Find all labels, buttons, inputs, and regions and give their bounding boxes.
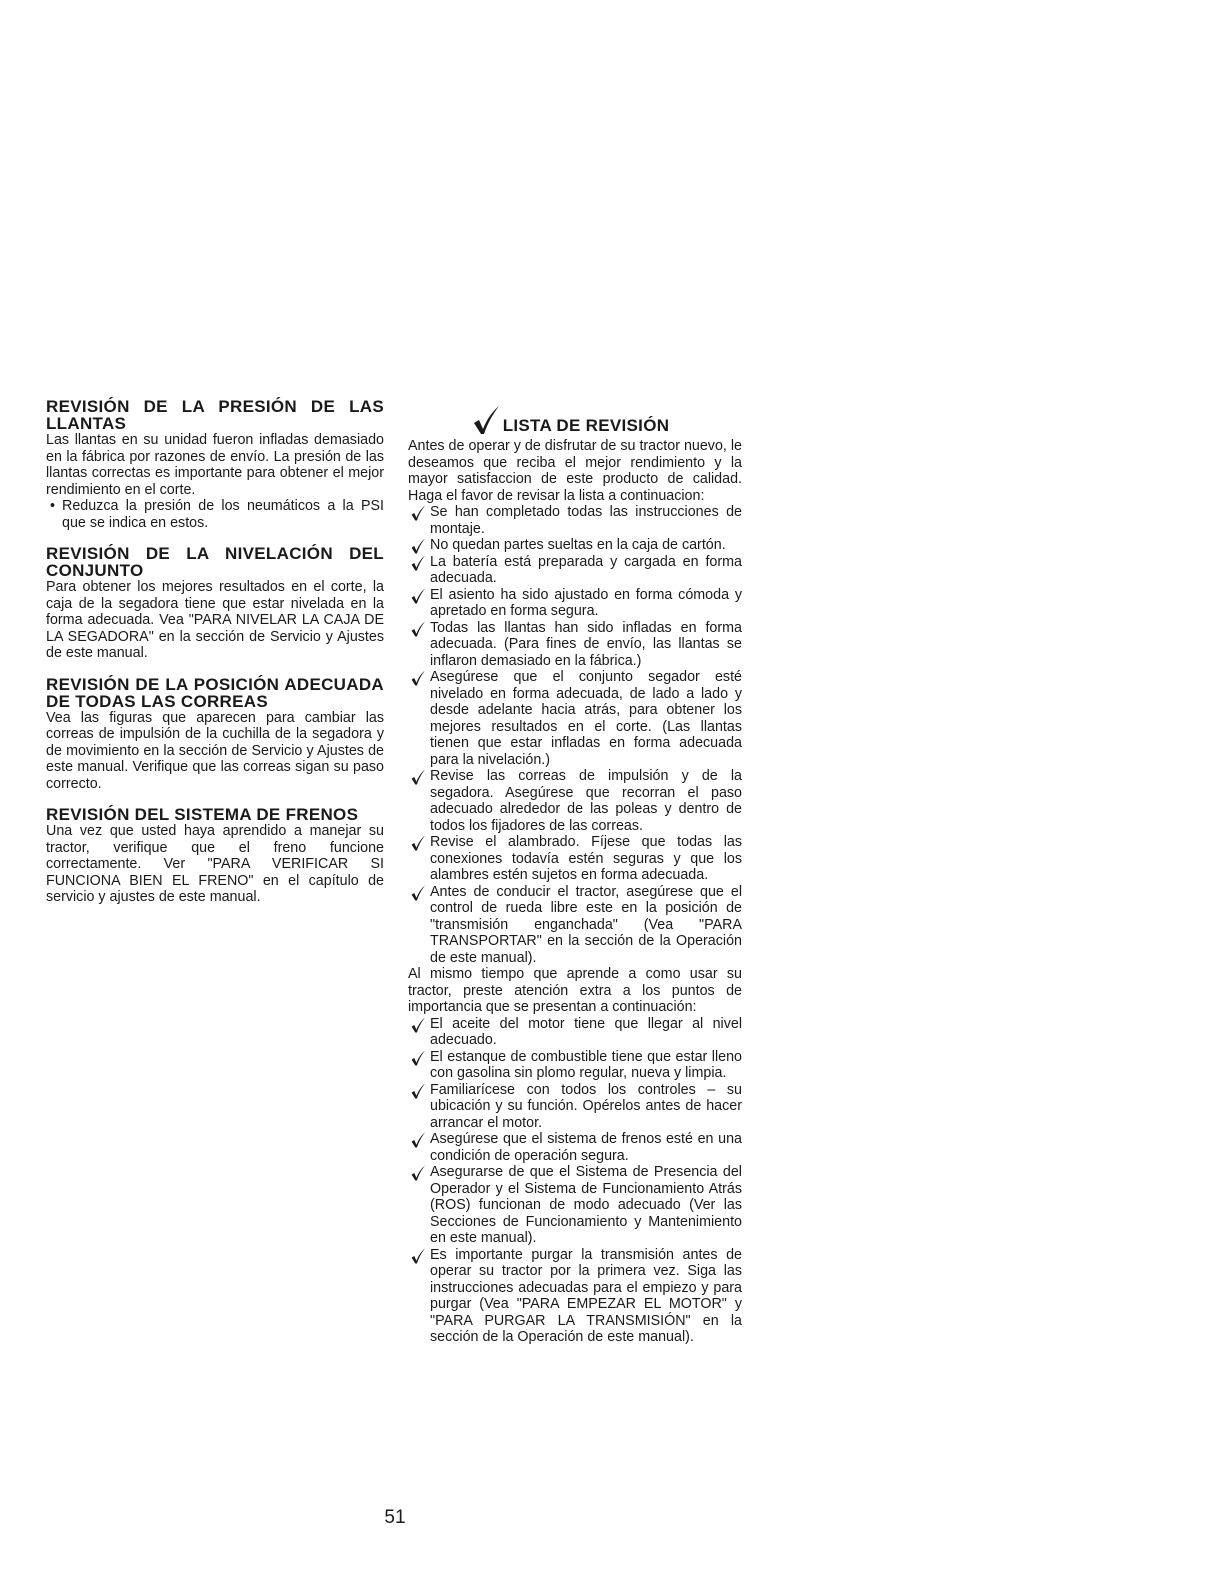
checklist-title-text: LISTA DE REVISIÓN bbox=[502, 416, 670, 435]
checkmark-icon bbox=[410, 835, 426, 851]
checklist-middle: Al mismo tiempo que aprende a como usar su tractor, preste atención extra a los puntos de importancia que se presentan a continuación: bbox=[408, 966, 742, 1015]
checklist-intro: Antes de operar y de disfrutar de su tractor nuevo, le deseamos que reciba el mejor rendimiento y la mayor satisfaccion de este producto de calidad. Haga el favor de revisar la lista a continuacion: bbox=[408, 438, 742, 504]
checklist-item bbox=[408, 1247, 742, 1346]
checklist-title bbox=[408, 403, 742, 435]
section-heading: REVISIÓN DEL SISTEMA DE FRENOS bbox=[46, 805, 359, 824]
checklist-item bbox=[408, 884, 742, 967]
left-column bbox=[46, 398, 384, 920]
section-heading: REVISIÓN DE LA PRESIÓN DE LAS LLANTAS bbox=[46, 397, 384, 433]
section-brakes bbox=[46, 806, 384, 906]
bullet-icon: • bbox=[50, 498, 56, 514]
checklist-item-text: El asiento ha sido ajustado en forma cómoda y apretado en forma segura. bbox=[430, 586, 742, 619]
checkmark-icon bbox=[410, 769, 426, 785]
checkmark-icon bbox=[410, 505, 426, 521]
checklist-item bbox=[408, 669, 742, 768]
checkmark-icon bbox=[410, 538, 426, 554]
checklist-item-text: Asegúrese que el conjunto segador esté nivelado en forma adecuada, de lado a lado y desde adelante hacia atrás, para obtener los mejores resultados en el corte. (Las llantas tienen que estar infladas en forma adecuada para la nivelación.) bbox=[430, 669, 742, 768]
section-deck-leveling bbox=[46, 545, 384, 662]
checklist-item-text: Todas las llantas han sido infladas en forma adecuada. (Para fines de envío, las llantas se inflaron demasiado en la fábrica.) bbox=[430, 619, 742, 669]
checklist-item bbox=[408, 834, 742, 884]
checklist-item-text: Revise el alambrado. Fíjese que todas las conexiones todavía estén seguras y que los alambres estén sujetos en forma adecuada. bbox=[430, 834, 742, 883]
checklist-item-text: Asegurarse de que el Sistema de Presencia del Operador y el Sistema de Funcionamiento Atrás (ROS) funcionan de modo adecuado (Ver las Secciones de Funcionamiento y Mantenimiento en este manual). bbox=[430, 1164, 742, 1246]
checklist-item-text: No quedan partes sueltas en la caja de cartón. bbox=[430, 537, 726, 553]
checklist-item bbox=[408, 1131, 742, 1164]
bullet-text: Reduzca la presión de los neumáticos a la PSI que se indica en estos. bbox=[62, 498, 384, 531]
checklist-item bbox=[408, 1164, 742, 1247]
checklist-item bbox=[408, 1082, 742, 1132]
checklist-item-text: El estanque de combustible tiene que estar lleno con gasolina sin plomo regular, nueva y limpia. bbox=[430, 1048, 742, 1081]
section-heading: REVISIÓN DE LA POSICIÓN ADECUADA DE TODAS LAS CORREAS bbox=[46, 674, 384, 711]
checklist-item-text: Se han completado todas las instrucciones de montaje. bbox=[430, 504, 742, 537]
checklist-item-text: Revise las correas de impulsión y de la segadora. Asegúrese que recorran el paso adecuado alrededor de las poleas y dentro de todos los fijadores de las correas. bbox=[430, 768, 742, 834]
checklist-item bbox=[408, 620, 742, 670]
section-tire-pressure bbox=[46, 398, 384, 531]
checklist-item bbox=[408, 1016, 742, 1049]
bullet-item bbox=[46, 498, 384, 531]
checklist-item-text: Asegúrese que el sistema de frenos esté en una condición de operación segura. bbox=[430, 1131, 742, 1164]
checklist-item bbox=[408, 504, 742, 537]
checklist-item bbox=[408, 768, 742, 834]
checklist-item bbox=[408, 1049, 742, 1082]
section-body: Una vez que usted haya aprendido a manejar su tractor, verifique que el freno funcione correctamente. Ver "PARA VERIFICAR SI FUNCIONA BIEN EL FRENO" en el capítulo de servicio y ajustes de este manual. bbox=[46, 823, 384, 905]
checkmark-icon bbox=[410, 1017, 426, 1033]
checklist-item-text: Es importante purgar la transmisión antes de operar su tractor por la primera vez. Siga las instrucciones adecuadas para el empiezo y para purgar (Vea "PARA EMPEZAR EL MOTOR" y "PARA PURGAR LA TRANSMISIÓN" en la sección de la Operación de este manual). bbox=[430, 1246, 742, 1345]
section-heading: REVISIÓN DE LA NIVELACIÓN DEL CONJUNTO bbox=[46, 544, 384, 580]
checkmark-icon bbox=[410, 1248, 426, 1264]
page-number: 51 bbox=[384, 1507, 406, 1528]
checklist-item bbox=[408, 537, 742, 554]
checkmark-icon bbox=[410, 588, 426, 604]
checkmark-icon bbox=[471, 405, 501, 435]
checkmark-icon bbox=[410, 1083, 426, 1099]
checklist-item-text: La batería está preparada y cargada en forma adecuada. bbox=[430, 553, 742, 586]
checklist-group-2 bbox=[408, 1016, 742, 1346]
checkmark-icon bbox=[410, 670, 426, 686]
section-belts bbox=[46, 676, 384, 793]
checklist-item-text: Antes de conducir el tractor, asegúrese que el control de rueda libre este en la posición de "transmisión enganchada" (Vea "PARA TRANSPORTAR" en la sección de la Operación de este manual). bbox=[430, 883, 742, 966]
section-body: Vea las figuras que aparecen para cambiar las correas de impulsión de la cuchilla de la segadora y de movimiento en la sección de Servicio y Ajustes de este manual. Verifique que las correas sigan su paso correcto. bbox=[46, 709, 384, 792]
checkmark-icon bbox=[410, 885, 426, 901]
checklist-item bbox=[408, 554, 742, 587]
checkmark-icon bbox=[410, 621, 426, 637]
checklist-item-text: El aceite del motor tiene que llegar al nivel adecuado. bbox=[430, 1015, 742, 1048]
section-body: Para obtener los mejores resultados en el corte, la caja de la segadora tiene que estar nivelada en la forma adecuada. Vea "PARA NIVELAR LA CAJA DE LA SEGADORA" en la sección de Servicio y Ajustes de este manual. bbox=[46, 579, 384, 661]
checkmark-icon bbox=[410, 555, 426, 571]
checkmark-icon bbox=[410, 1132, 426, 1148]
checklist-item bbox=[408, 587, 742, 620]
checklist-group-1 bbox=[408, 504, 742, 966]
right-column bbox=[408, 403, 742, 1346]
checkmark-icon bbox=[410, 1165, 426, 1181]
checklist-item-text: Familiarícese con todos los controles – su ubicación y su función. Opérelos antes de hacer arrancar el motor. bbox=[430, 1081, 742, 1131]
section-body: Las llantas en su unidad fueron infladas demasiado en la fábrica por razones de envío. La presión de las llantas correctas es importante para obtener el mejor rendimiento en el corte. bbox=[46, 432, 384, 498]
checkmark-icon bbox=[410, 1050, 426, 1066]
